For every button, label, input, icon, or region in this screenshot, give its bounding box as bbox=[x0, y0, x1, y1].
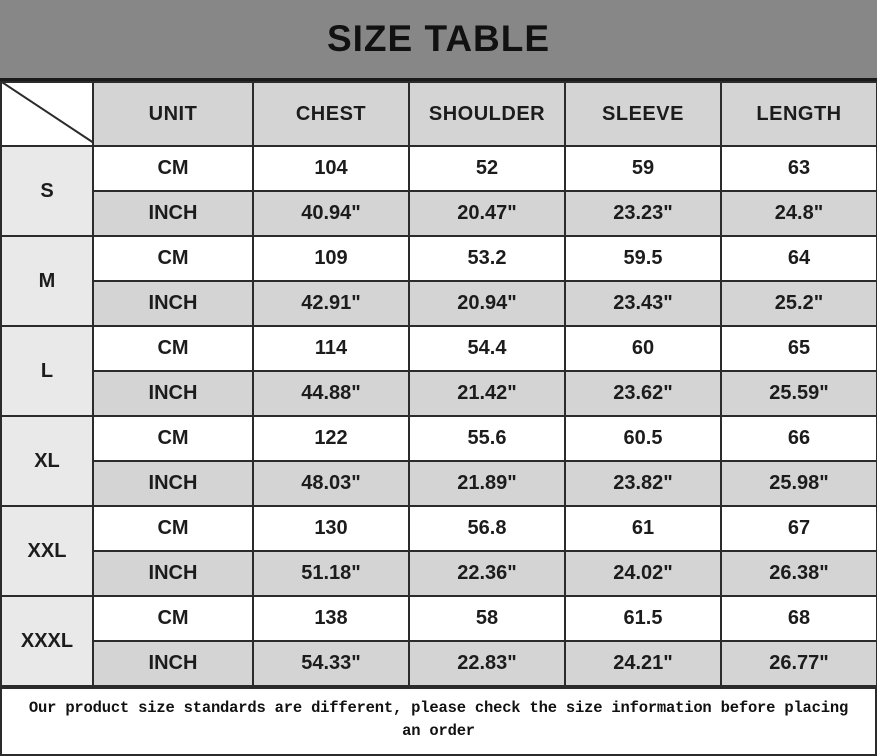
chest-inch-xxl: 51.18" bbox=[253, 551, 409, 596]
length-inch-xxl: 26.38" bbox=[721, 551, 877, 596]
unit-cm: CM bbox=[93, 326, 253, 371]
shoulder-cm-l: 54.4 bbox=[409, 326, 565, 371]
chest-cm-l: 114 bbox=[253, 326, 409, 371]
length-inch-s: 24.8" bbox=[721, 191, 877, 236]
column-header-shoulder: SHOULDER bbox=[409, 82, 565, 146]
length-cm-xl: 66 bbox=[721, 416, 877, 461]
table-row bbox=[1, 461, 877, 506]
chest-cm-xxxl: 138 bbox=[253, 596, 409, 641]
size-label-xxl: XXL bbox=[1, 506, 93, 596]
size-chart-table bbox=[0, 81, 877, 687]
size-label-s: S bbox=[1, 146, 93, 236]
shoulder-inch-s: 20.47" bbox=[409, 191, 565, 236]
unit-inch: INCH bbox=[93, 191, 253, 236]
sleeve-cm-m: 59.5 bbox=[565, 236, 721, 281]
chest-inch-l: 44.88" bbox=[253, 371, 409, 416]
unit-cm: CM bbox=[93, 416, 253, 461]
title-bar bbox=[0, 0, 877, 81]
sleeve-inch-m: 23.43" bbox=[565, 281, 721, 326]
shoulder-inch-xxl: 22.36" bbox=[409, 551, 565, 596]
diagonal-divider-icon bbox=[2, 83, 92, 145]
unit-cm: CM bbox=[93, 236, 253, 281]
length-cm-l: 65 bbox=[721, 326, 877, 371]
table-row bbox=[1, 326, 877, 371]
unit-cm: CM bbox=[93, 506, 253, 551]
size-label-xxxl: XXXL bbox=[1, 596, 93, 686]
sleeve-cm-l: 60 bbox=[565, 326, 721, 371]
unit-inch: INCH bbox=[93, 281, 253, 326]
table-row bbox=[1, 236, 877, 281]
column-header-unit: UNIT bbox=[93, 82, 253, 146]
size-label-l: L bbox=[1, 326, 93, 416]
table-row bbox=[1, 191, 877, 236]
sleeve-cm-xl: 60.5 bbox=[565, 416, 721, 461]
sleeve-inch-s: 23.23" bbox=[565, 191, 721, 236]
table-row bbox=[1, 506, 877, 551]
shoulder-inch-xl: 21.89" bbox=[409, 461, 565, 506]
length-inch-xxxl: 26.77" bbox=[721, 641, 877, 686]
table-row bbox=[1, 416, 877, 461]
table-row bbox=[1, 281, 877, 326]
unit-inch: INCH bbox=[93, 461, 253, 506]
table-row bbox=[1, 146, 877, 191]
table-row bbox=[1, 551, 877, 596]
unit-cm: CM bbox=[93, 146, 253, 191]
sleeve-inch-xxxl: 24.21" bbox=[565, 641, 721, 686]
table-row bbox=[1, 596, 877, 641]
length-inch-xl: 25.98" bbox=[721, 461, 877, 506]
footer-note bbox=[0, 687, 877, 756]
shoulder-cm-xxl: 56.8 bbox=[409, 506, 565, 551]
table-header bbox=[1, 82, 877, 146]
length-cm-xxl: 67 bbox=[721, 506, 877, 551]
shoulder-cm-xl: 55.6 bbox=[409, 416, 565, 461]
size-label-m: M bbox=[1, 236, 93, 326]
unit-cm: CM bbox=[93, 596, 253, 641]
shoulder-inch-m: 20.94" bbox=[409, 281, 565, 326]
unit-inch: INCH bbox=[93, 641, 253, 686]
length-cm-s: 63 bbox=[721, 146, 877, 191]
unit-inch: INCH bbox=[93, 371, 253, 416]
shoulder-cm-xxxl: 58 bbox=[409, 596, 565, 641]
table-row bbox=[1, 371, 877, 416]
shoulder-cm-m: 53.2 bbox=[409, 236, 565, 281]
length-cm-xxxl: 68 bbox=[721, 596, 877, 641]
length-cm-m: 64 bbox=[721, 236, 877, 281]
table-row bbox=[1, 641, 877, 686]
chest-cm-xxl: 130 bbox=[253, 506, 409, 551]
chest-cm-m: 109 bbox=[253, 236, 409, 281]
chest-cm-xl: 122 bbox=[253, 416, 409, 461]
table-header-row bbox=[1, 82, 877, 146]
column-header-sleeve: SLEEVE bbox=[565, 82, 721, 146]
corner-cell bbox=[1, 82, 93, 146]
length-inch-m: 25.2" bbox=[721, 281, 877, 326]
chest-inch-xl: 48.03" bbox=[253, 461, 409, 506]
length-inch-l: 25.59" bbox=[721, 371, 877, 416]
sleeve-inch-xl: 23.82" bbox=[565, 461, 721, 506]
table-body bbox=[1, 146, 877, 686]
sleeve-cm-xxxl: 61.5 bbox=[565, 596, 721, 641]
shoulder-inch-xxxl: 22.83" bbox=[409, 641, 565, 686]
unit-inch: INCH bbox=[93, 551, 253, 596]
chest-inch-s: 40.94" bbox=[253, 191, 409, 236]
column-header-chest: CHEST bbox=[253, 82, 409, 146]
size-label-xl: XL bbox=[1, 416, 93, 506]
sleeve-cm-s: 59 bbox=[565, 146, 721, 191]
chest-cm-s: 104 bbox=[253, 146, 409, 191]
page-title: SIZE TABLE bbox=[326, 18, 551, 59]
shoulder-inch-l: 21.42" bbox=[409, 371, 565, 416]
sleeve-inch-l: 23.62" bbox=[565, 371, 721, 416]
column-header-length: LENGTH bbox=[721, 82, 877, 146]
chest-inch-xxxl: 54.33" bbox=[253, 641, 409, 686]
shoulder-cm-s: 52 bbox=[409, 146, 565, 191]
footer-note-text: Our product size standards are different, please check the size information before placing an order bbox=[28, 699, 849, 741]
sleeve-cm-xxl: 61 bbox=[565, 506, 721, 551]
sleeve-inch-xxl: 24.02" bbox=[565, 551, 721, 596]
chest-inch-m: 42.91" bbox=[253, 281, 409, 326]
